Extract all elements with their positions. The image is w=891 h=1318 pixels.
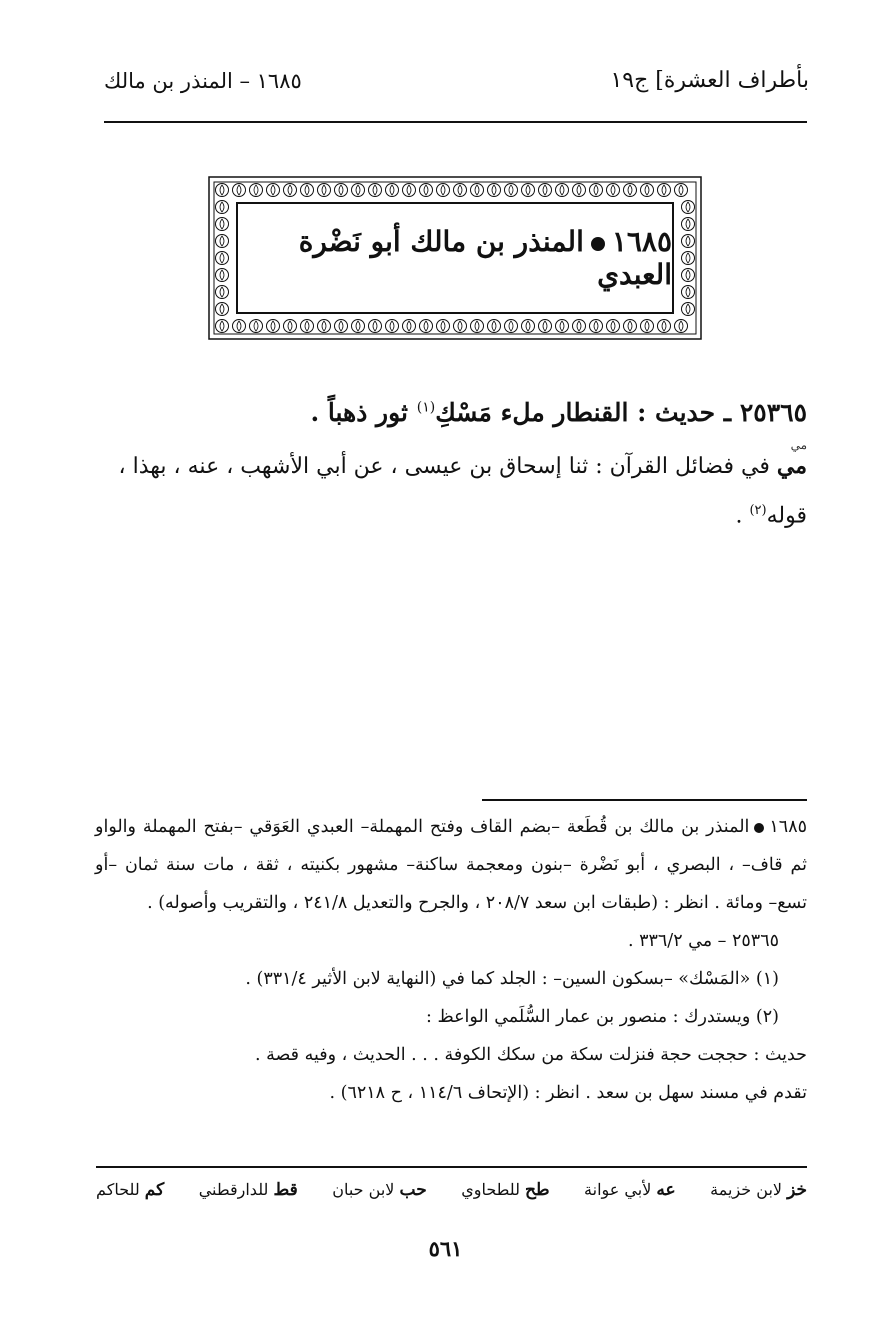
hadith-isnad: [89, 444, 807, 538]
isnad-line: [89, 444, 807, 489]
abbreviation-key: [96, 1180, 807, 1200]
isnad-line-end: [89, 489, 807, 538]
footnote-1: (١) «المَسْك» –بسكون السين– : الجلد كما في (النهاية لابن الأثير ٣٣١/٤) .: [245, 969, 779, 989]
header-rule: [104, 121, 807, 123]
abbrev-code: قط: [273, 1180, 298, 1200]
running-head-book-title: بأطراف العشرة] ج١٩: [610, 68, 809, 93]
abbrev-code: عه: [656, 1180, 676, 1200]
footnote-rule: [482, 799, 807, 801]
abbrev-label: لابن خزيمة: [710, 1180, 783, 1199]
running-head: [104, 68, 809, 93]
footnote-biography: [95, 808, 807, 922]
footnote-2-hadith: حديث : حججت حجة فنزلت سكة من سكك الكوفة . . . الحديث ، وفيه قصة .: [254, 1045, 807, 1065]
abbrev-item: [584, 1180, 676, 1200]
ornamental-title-frame: [208, 176, 702, 340]
source-tag: مي: [790, 438, 807, 452]
abbrev-item: [710, 1180, 807, 1200]
abbrev-item: [96, 1180, 164, 1200]
abbrev-rule: [96, 1166, 807, 1168]
isnad-end-punct: .: [735, 503, 750, 529]
footnote-hadith-ref: ٢٥٣٦٥ – مي ٣٣٦/٢ .: [627, 931, 779, 951]
footnote-ref-1: (١): [416, 399, 436, 416]
hadith-number: ٢٥٣٦٥: [739, 398, 807, 427]
hadith-text-end: ثور ذهباً .: [310, 398, 417, 427]
hadith-text-start: ـ حديث : القنطار ملء مَسْكِ: [435, 398, 732, 427]
abbrev-label: للطحاوي: [461, 1180, 520, 1199]
abbrev-label: لابن حبان: [332, 1180, 395, 1199]
ornament-title-box: [236, 202, 674, 314]
abbrev-label: لأبي عوانة: [584, 1180, 652, 1199]
abbrev-label: للحاكم: [96, 1180, 140, 1199]
abbrev-label: للدارقطني: [198, 1180, 269, 1199]
footnotes: [95, 808, 807, 1112]
footnote-2-reference: تقدم في مسند سهل بن سعد . انظر : (الإتحاف ١١٤/٦ ، ح ٦٢١٨) .: [329, 1083, 807, 1103]
isnad-text: في فضائل القرآن : ثنا إسحاق بن عيسى ، عن أبي الأشهب ، عنه ، بهذا ،: [118, 454, 777, 479]
bullet-dot-icon: [754, 823, 764, 833]
footnote-ref-2: (٢): [749, 503, 767, 518]
abbrev-code: طح: [525, 1180, 550, 1200]
footnote-2: (٢) ويستدرك : منصور بن عمار السُّلَمي الواعظ :: [426, 1007, 779, 1027]
bio-text: المنذر بن مالك بن قُطَعة –بضم القاف وفتح المهملة– العبدي العَوَقي –بفتح المهملة والواو ثم قاف– ، البصري ، أبو نَضْرة –بنون ومعجمة ساكنة– مشهور بكنيته ، ثقة ، مات سنة ثمان –أو تسع– ومائة . انظر : (طبقات ابن سعد ٢٠٨/٧ ، والجرح والتعديل ٢٤١/٨ ، والتقريب وأصوله) .: [95, 817, 807, 913]
running-head-section: ١٦٨٥ – المنذر بن مالك: [104, 68, 302, 93]
hadith-heading: [87, 396, 807, 430]
abbrev-item: [199, 1180, 298, 1200]
page-number: ٥٦١: [428, 1236, 463, 1261]
section-number: ١٦٨٥: [611, 225, 672, 258]
abbrev-code: كم: [144, 1180, 165, 1200]
bio-number: ١٦٨٥: [769, 817, 807, 837]
section-name: المنذر بن مالك أبو نَضْرة العبدي: [298, 225, 672, 291]
section-title: [238, 225, 672, 291]
abbrev-item: [332, 1180, 426, 1200]
isnad-qawluh: قوله: [766, 503, 807, 529]
source-abbrev: مي: [776, 453, 807, 479]
bullet-dot-icon: [591, 237, 605, 251]
abbrev-code: خز: [787, 1180, 807, 1200]
abbrev-code: حب: [399, 1180, 427, 1200]
abbrev-item: [461, 1180, 549, 1200]
